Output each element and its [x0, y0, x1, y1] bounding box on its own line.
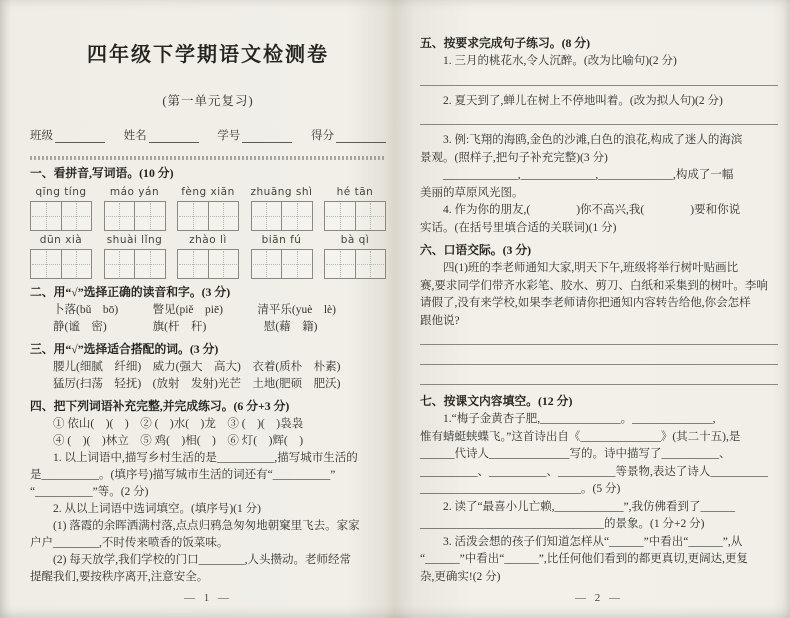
text-line: 赛,要求同学们带齐水彩笔、胶水、剪刀、白纸和采集到的树叶。李响: [420, 279, 768, 292]
writing-grid: [30, 201, 92, 231]
text-line: 四(1)班的李老师通知大家,明天下午,班级将举行树叶贴画比: [443, 262, 739, 274]
text-line: (2) 每天放学,我们学校的门口________,人头攒动。老师经常: [53, 554, 352, 566]
writing-grid: [324, 249, 386, 279]
pinyin-word-group: [104, 186, 166, 231]
grid-cell: [208, 250, 239, 278]
text-line: 提醒我们,要按秩序离开,注意安全。: [30, 571, 209, 583]
writing-grid: [177, 249, 239, 279]
page-number: — 1 —: [184, 592, 232, 604]
text-line: 实话。(在括号里填合适的关联词)(1 分): [420, 221, 617, 234]
grid-cell: [325, 202, 355, 230]
text-line: ______代诗人______________写的。诗中描写了__________、: [420, 448, 731, 460]
student-field: [124, 127, 199, 143]
pinyin-text: shuài lǐng: [106, 234, 163, 246]
text-line: 3. 活泼会想的孩子们知道怎样从“______”中看出“______”,从: [443, 535, 743, 548]
grid-cell: [134, 202, 165, 230]
pinyin-text: hé tān: [336, 186, 374, 198]
section-heading: 二、用“√”选择正确的读音和字。(3 分): [30, 285, 231, 299]
pinyin-word-group: [30, 234, 92, 279]
grid-cell: [134, 250, 165, 278]
paper-title: 四年级下学期语文检测卷: [87, 44, 329, 66]
page-2-content: [420, 0, 778, 586]
grid-cell: [61, 202, 92, 230]
pinyin-text: dūn xià: [39, 234, 83, 246]
pinyin-row: [30, 234, 386, 279]
writing-grid: [251, 249, 313, 279]
text-line: 请假了,没有来学校,如果李老师请你把通知内容转告给他,你会怎样: [420, 297, 751, 309]
grid-cell: [325, 250, 355, 278]
text-line: ④ ( )( )林立 ⑤ 鸡( )相( ) ⑥ 灯( )辉( ): [53, 435, 304, 447]
text-line: __________、__________、__________等景物,表达了诗人__________: [420, 465, 768, 478]
pinyin-text: qīng tíng: [35, 186, 87, 198]
writing-grid: [104, 201, 166, 231]
grid-cell: [208, 202, 239, 230]
text-line: 3. 例:飞翔的海鸥,金色的沙滩,白色的浪花,构成了迷人的海滨: [443, 134, 743, 146]
section-heading: 六、口语交际。(3 分): [420, 243, 532, 257]
pinyin-word-group: [324, 234, 386, 279]
student-info-row: [30, 127, 386, 143]
writing-grid: [251, 201, 313, 231]
student-field: [217, 127, 292, 143]
grid-cell: [178, 250, 208, 278]
answer-blank-line: [420, 332, 778, 345]
grid-cell: [31, 202, 61, 230]
page-2: [420, 0, 778, 618]
grid-cell: [178, 202, 208, 230]
grid-cell: [252, 202, 282, 230]
text-line: 杂,更确实!(2 分): [420, 570, 501, 583]
grid-cell: [355, 250, 386, 278]
section-heading: 七、按课文内容填空。(12 分): [420, 394, 573, 408]
field-label: 学号: [217, 130, 241, 142]
field-blank: [149, 129, 199, 143]
text-line: 是__________。(填序号)描写城市生活的词还有“__________”: [30, 469, 336, 481]
field-blank: [336, 129, 386, 143]
grid-cell: [105, 202, 135, 230]
grid-cell: [281, 250, 312, 278]
pinyin-text: máo yán: [109, 186, 160, 198]
grid-cell: [105, 250, 135, 278]
pinyin-word-group: [324, 186, 386, 231]
text-line: 2. 读了“最喜小儿亡赖,____________”,我仿佛看到了______: [443, 500, 735, 513]
page-1: [30, 0, 386, 618]
text-line: 1. 以上词语中,描写乡村生活的是__________,描写城市生活的: [53, 452, 358, 464]
pinyin-text: fèng xiān: [181, 186, 235, 198]
text-line: 静(谧 密) 旗(杆 秆) 慰(藉 籍): [53, 321, 318, 333]
paper-subtitle: (第一单元复习): [162, 94, 254, 108]
field-label: 班级: [30, 130, 53, 142]
text-line: 美丽的草原风光图。: [420, 186, 524, 199]
pinyin-word-group: [104, 234, 166, 279]
text-line: 猛厉(扫荡 轻抚) (放射 发射)光芒 土地(肥硕 肥沃): [53, 378, 341, 390]
text-line: 卜落(bǔ bō) 瞥见(piě piē) 清平乐(yuè lè): [53, 304, 336, 316]
pinyin-word-group: [177, 234, 239, 279]
field-blank: [55, 129, 105, 143]
text-line: “__________”等。(2 分): [30, 486, 149, 498]
section-heading: 三、用“√”选择适合搭配的词。(3 分): [30, 342, 219, 356]
text-line: 1. 三月的桃花水,令人沉醉。(改为比喻句)(2 分): [443, 55, 677, 67]
field-label: 姓名: [123, 130, 147, 142]
pinyin-word-group: [177, 186, 239, 231]
grid-cell: [252, 250, 282, 278]
pinyin-row: [30, 186, 386, 231]
pinyin-text: biān fú: [261, 234, 302, 246]
text-line: “______”中看出“______”,比任何他们看到的都更真切,更阔达,更复: [420, 553, 749, 565]
text-line: (1) 落霞的余晖洒满村落,点点归鸦急匆匆地朝窠里飞去。家家: [53, 520, 360, 532]
section-heading: 一、看拼音,写词语。(10 分): [30, 166, 174, 180]
writing-grid: [30, 249, 92, 279]
text-line: 户户________,不时传来喷香的饭菜味。: [30, 537, 229, 549]
text-line: 1.“梅子金黄杏子肥,______________。______________,: [443, 413, 716, 425]
pinyin-text: zhào lì: [189, 234, 227, 246]
text-line: 景观。(照样子,把句子补充完整)(3 分): [420, 151, 608, 164]
pinyin-word-group: [251, 186, 313, 231]
text-line: ________________________________的景象。(1 分+2 分): [420, 518, 705, 530]
grid-cell: [61, 250, 92, 278]
text-line: 4. 作为你的朋友,( )你不高兴,我( )要和你说: [443, 204, 741, 216]
text-line: 2. 夏天到了,蝉儿在树上不停地叫着。(改为拟人句)(2 分): [443, 94, 723, 107]
text-line: ____________________________。(5 分): [420, 483, 621, 495]
text-line: 2. 从以上词语中选词填空。(填序号)(1 分): [53, 503, 261, 515]
pinyin-text: bà qì: [340, 234, 370, 246]
answer-blank-line: [420, 73, 778, 86]
answer-blank-line: [420, 372, 778, 385]
grid-cell: [281, 202, 312, 230]
student-field: [30, 127, 105, 143]
answer-blank-line: [420, 352, 778, 365]
grid-cell: [31, 250, 61, 278]
field-label: 得分: [310, 130, 334, 142]
grid-cell: [355, 202, 386, 230]
page-1-content: [30, 164, 386, 586]
writing-grid: [177, 201, 239, 231]
section-heading: 四、把下列词语补充完整,并完成练习。(6 分+3 分): [30, 399, 290, 413]
section-heading: 五、按要求完成句子练习。(8 分): [420, 36, 591, 50]
cut-line-separator: [30, 156, 386, 160]
answer-blank-line: [420, 112, 778, 125]
writing-grid: [324, 201, 386, 231]
pinyin-word-group: [251, 234, 313, 279]
writing-grid: [104, 249, 166, 279]
page-number: — 2 —: [575, 592, 623, 604]
text-line: 腰儿(细腻 纤细) 威力(强大 高大) 衣着(质朴 朴素): [53, 361, 341, 373]
student-field: [311, 127, 386, 143]
text-line: 跟他说?: [420, 314, 460, 327]
text-line: _____________,_____________,_____________,构成了一幅: [443, 169, 734, 181]
pinyin-word-group: [30, 186, 92, 231]
text-line: 惟有蜻蜓蛱蝶飞。”这首诗出自《______________》(其二十五),是: [420, 430, 741, 443]
pinyin-text: zhuāng shì: [250, 186, 313, 198]
text-line: ① 依山( )( ) ② ( )水( )龙 ③ ( )( )袅袅: [53, 418, 304, 430]
field-blank: [242, 129, 292, 143]
